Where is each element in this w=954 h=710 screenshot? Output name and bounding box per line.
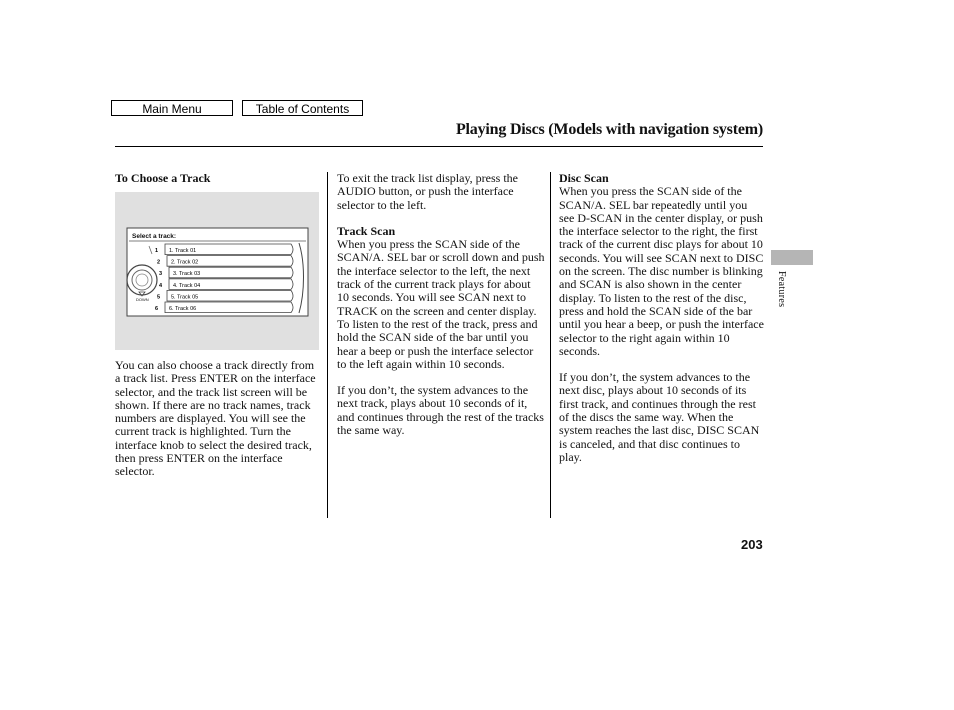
track-scan-text-2: If you don’t, the system advances to the next track, plays about 10 seconds of it, and continues through the rest of the tracks the same way. — [337, 383, 544, 438]
track-row — [157, 256, 293, 267]
page-number: 203 — [741, 537, 763, 552]
section-tab-label: Features — [776, 271, 787, 308]
exit-track-list-text: To exit the track list display, press the AUDIO button, or push the interface selector to the left. — [337, 171, 519, 212]
heading-choose-track: To Choose a Track — [115, 171, 211, 185]
section-tab-marker — [771, 250, 813, 265]
track-label: 5. Track 05 — [171, 294, 199, 301]
track-label: 4. Track 04 — [173, 282, 201, 289]
track-number: 1 — [155, 248, 159, 254]
track-number: 6 — [155, 306, 159, 312]
heading-track-scan: Track Scan — [337, 223, 396, 238]
table-of-contents-button[interactable]: Table of Contents — [242, 100, 363, 116]
column-3 — [559, 172, 765, 464]
knob-label: DOWN — [136, 297, 149, 302]
choose-track-paragraph — [115, 359, 320, 479]
column-divider-1 — [327, 172, 328, 518]
track-label: 6. Track 06 — [169, 306, 197, 312]
track-row — [159, 279, 293, 290]
title-rule — [115, 146, 763, 147]
track-scan-text-1: When you press the SCAN side of the SCAN/A. SEL bar or scroll down and push the interface selector to the left, the next track of the current track plays for about 10 seconds. You will see SCAN next to TRACK on the screen and center display. To listen to the rest of the track, press and hold the SCAN side of the bar until you hear a beep or push the interface selector to the left again within 10 seconds. — [337, 237, 545, 371]
disc-scan-text-2: If you don’t, the system advances to the next disc, plays about 10 seconds of its first track, and continues through the rest of the discs the same way. When the system reaches the last disc, DISC SCAN is canceled, and that disc continues to play. — [559, 370, 760, 464]
disc-scan-text-1: When you press the SCAN side of the SCAN/A. SEL bar repeatedly until you see D-SCAN in the center display, or push the interface selector to the right, the first track of the current disc plays for about 10 seconds. You will see SCAN next to DISC on the screen. The disc number is blinking and SCAN is also shown in the center display. To listen to the rest of the disc, press and hold the SCAN side of the bar until you hear a beep, or push the interface selector to the right again within 10 seconds. — [559, 184, 764, 358]
screen-header-text: Select a track: — [132, 233, 177, 240]
track-number: 4 — [159, 282, 163, 289]
track-list-screen-illustration — [115, 192, 319, 350]
track-number: 3 — [159, 271, 163, 278]
track-row — [155, 302, 293, 313]
track-number: 5 — [157, 294, 161, 301]
track-row — [155, 244, 293, 255]
column-divider-2 — [550, 172, 551, 518]
track-label: 3. Track 03 — [173, 271, 201, 278]
track-label: 1. Track 01 — [169, 248, 197, 254]
choose-track-text: You can also choose a track directly from a track list. Press ENTER on the interface selector, and the track list screen will be shown. If there are no track names, track numbers are displayed. You will see the current track is highlighted. Turn the interface knob to select the desired track, then press ENTER on the interface selector. — [115, 358, 316, 479]
main-menu-button[interactable]: Main Menu — [111, 100, 233, 116]
column-1 — [115, 172, 320, 185]
track-label: 2. Track 02 — [171, 259, 199, 266]
track-row — [157, 290, 293, 301]
column-2 — [337, 172, 545, 437]
track-row — [159, 267, 293, 278]
page-title: Playing Discs (Models with navigation system) — [455, 121, 763, 138]
heading-disc-scan: Disc Scan — [559, 171, 609, 185]
track-number: 2 — [157, 259, 161, 266]
